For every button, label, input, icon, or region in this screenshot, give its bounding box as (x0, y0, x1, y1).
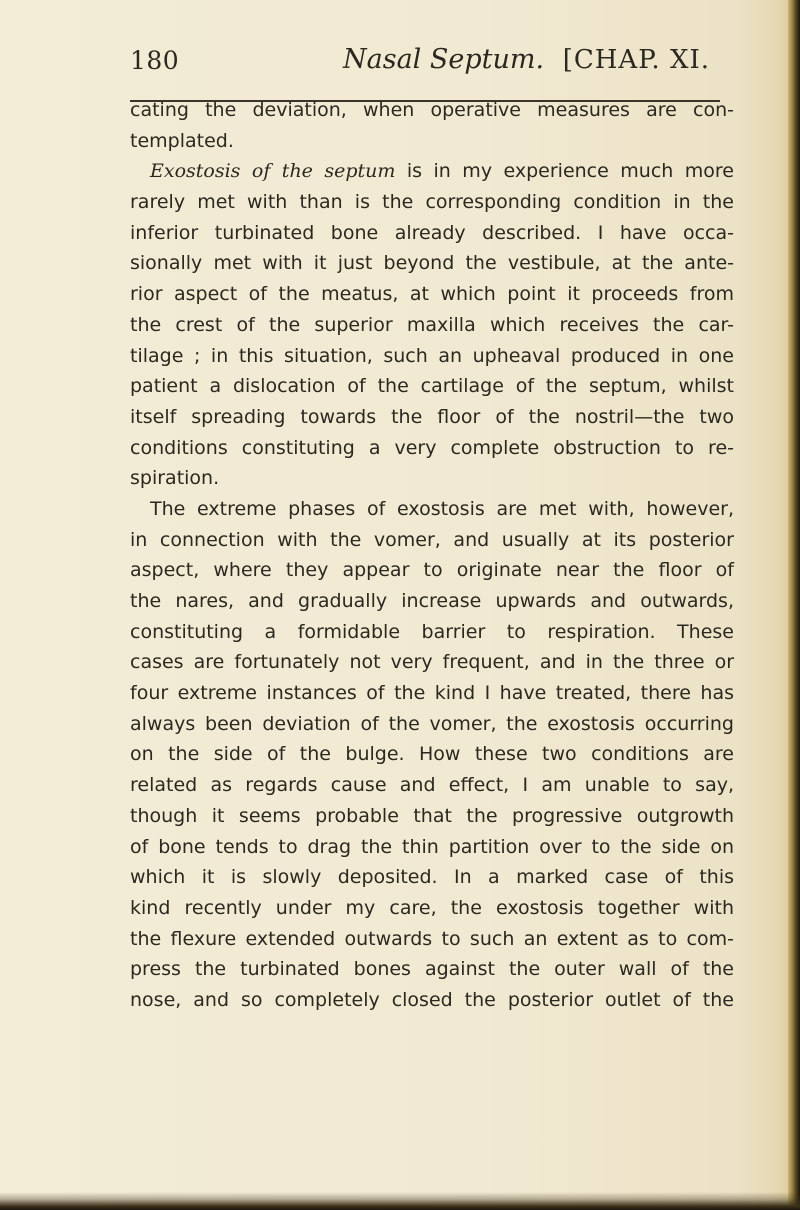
running-title: Nasal Septum. (343, 44, 545, 75)
text-line: constituting a formidable barrier to respiration. These (130, 620, 734, 643)
text-line: four extreme instances of the kind I have treated, there has (130, 682, 734, 705)
text-line-continuation: is in my experience much more (395, 160, 734, 183)
text-line: itself spreading towards the floor of the nostril—the two (130, 405, 734, 428)
text-line: press the turbinated bones against the outer wall of the (130, 958, 734, 981)
text-line: rarely met with than is the corresponding condition in the (130, 191, 734, 214)
page-bottom-shadow (0, 1192, 800, 1210)
text-line: nose, and so completely closed the posterior outlet of the (130, 988, 734, 1011)
text-line: cating the deviation, when operative measures are con- (130, 99, 734, 121)
text-line: templated. (130, 129, 234, 152)
text-line: the flexure extended outwards to such an extent as to com- (130, 927, 734, 950)
text-line: related as regards cause and effect, I am unable to say, (130, 774, 734, 797)
text-line: rior aspect of the meatus, at which point it proceeds from (130, 283, 734, 306)
text-line: which it is slowly deposited. In a marked case of this (130, 866, 734, 889)
text-line: tilage ; in this situation, such an upheaval produced in one (130, 344, 734, 367)
page-number: 180 (130, 46, 180, 75)
text-line: inferior turbinated bone already described. I have occa- (130, 221, 734, 244)
italic-heading: Exostosis of the septum (150, 160, 396, 183)
body-text (130, 95, 734, 1016)
page-edge-shadow (788, 0, 800, 1210)
text-line: spiration. (130, 467, 220, 490)
text-line: always been deviation of the vomer, the exostosis occurring (130, 712, 734, 735)
text-line: the nares, and gradually increase upwards and outwards, (130, 590, 734, 612)
text-line: the crest of the superior maxilla which receives the car- (130, 313, 734, 336)
text-line: on the side of the bulge. How these two conditions are (130, 743, 734, 766)
text-line: aspect, where they appear to originate near the floor of (130, 559, 734, 582)
text-line: though it seems probable that the progressive outgrowth (130, 804, 734, 827)
text-line: in connection with the vomer, and usually at its posterior (130, 528, 734, 551)
text-line: kind recently under my care, the exostosis together with (130, 896, 734, 919)
chapter-reference: [CHAP. XI. (562, 45, 710, 75)
text-line-exostosis-heading (130, 156, 734, 187)
text-line: cases are fortunately not very frequent, and in the three or (130, 651, 734, 674)
text-line: The extreme phases of exostosis are met with, however, (150, 497, 734, 520)
text-line: conditions constituting a very complete obstruction to re- (130, 436, 734, 459)
page-header (130, 44, 710, 84)
text-line: patient a dislocation of the cartilage of the septum, whilst (130, 375, 734, 398)
text-line: sionally met with it just beyond the vestibule, at the ante- (130, 252, 734, 275)
text-line: of bone tends to drag the thin partition over to the side on (130, 835, 734, 858)
